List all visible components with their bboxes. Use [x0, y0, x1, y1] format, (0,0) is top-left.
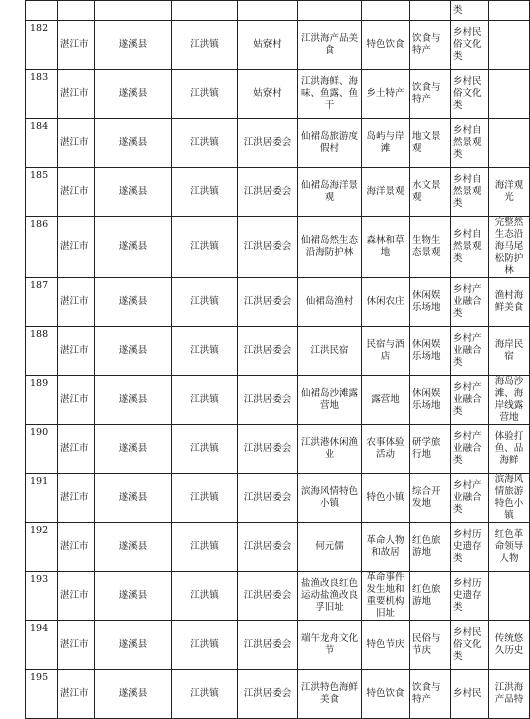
table-row	[26, 425, 530, 474]
row-number: 188	[26, 327, 58, 376]
resource-type-cell	[362, 1, 410, 21]
county-cell: 遂溪县	[95, 70, 172, 119]
table-row	[26, 523, 530, 572]
resource-type-cell: 革命人物和故居	[362, 523, 410, 572]
resource-type-cell: 休闲农庄	[362, 278, 410, 327]
note-cell: 海洋观光	[489, 168, 530, 217]
village-cell: 江洪居委会	[238, 119, 298, 168]
county-cell: 遂溪县	[95, 523, 172, 572]
resource-name-cell: 江洪港休闲渔业	[298, 425, 362, 474]
row-number	[26, 1, 58, 21]
city-cell: 湛江市	[58, 21, 95, 70]
resource-name-cell: 江洪海鲜、海味、鱼露、鱼干	[298, 70, 362, 119]
town-cell: 江洪镇	[172, 278, 238, 327]
note-cell: 江洪海产品特	[489, 670, 530, 719]
table-row	[26, 21, 530, 70]
theme-cell: 乡村民俗文化类	[451, 621, 489, 670]
note-cell	[489, 21, 530, 70]
resource-type-cell: 农事体验活动	[362, 425, 410, 474]
town-cell: 江洪镇	[172, 327, 238, 376]
theme-cell: 乡村产业融合类	[451, 327, 489, 376]
resource-type-cell: 特色节庆	[362, 621, 410, 670]
resource-name-cell: 滨海风情特色小镇	[298, 474, 362, 523]
resource-type-cell: 特色小镇	[362, 474, 410, 523]
row-number: 193	[26, 572, 58, 621]
county-cell: 遂溪县	[95, 278, 172, 327]
village-cell: 姑寮村	[238, 70, 298, 119]
town-cell: 江洪镇	[172, 217, 238, 278]
city-cell: 湛江市	[58, 670, 95, 719]
resource-name-cell: 仙裙岛渔村	[298, 278, 362, 327]
city-cell: 湛江市	[58, 474, 95, 523]
town-cell: 江洪镇	[172, 670, 238, 719]
resource-name-cell: 仙裙岛旅游度假村	[298, 119, 362, 168]
theme-cell: 类	[451, 1, 489, 21]
table-row	[26, 670, 530, 719]
resource-type-cell: 露营地	[362, 376, 410, 425]
town-cell: 江洪镇	[172, 119, 238, 168]
resource-type-cell: 民宿与酒店	[362, 327, 410, 376]
village-cell: 江洪居委会	[238, 523, 298, 572]
county-cell: 遂溪县	[95, 21, 172, 70]
category-cell: 休闲娱乐场地	[410, 327, 451, 376]
village-cell: 江洪居委会	[238, 474, 298, 523]
village-cell: 江洪居委会	[238, 278, 298, 327]
resource-name-cell: 盐渔改良红色运动盐渔改良孚旧址	[298, 572, 362, 621]
village-cell: 江洪居委会	[238, 327, 298, 376]
row-number: 187	[26, 278, 58, 327]
town-cell: 江洪镇	[172, 70, 238, 119]
category-cell: 综合开发地	[410, 474, 451, 523]
note-cell: 海岛沙滩、海岸线露营地	[489, 376, 530, 425]
table-row	[26, 168, 530, 217]
table-row	[26, 1, 530, 21]
resource-name-cell: 江洪民宿	[298, 327, 362, 376]
city-cell: 湛江市	[58, 376, 95, 425]
town-cell: 江洪镇	[172, 168, 238, 217]
note-cell: 滨海风情旅游特色小镇	[489, 474, 530, 523]
row-number: 190	[26, 425, 58, 474]
town-cell: 江洪镇	[172, 21, 238, 70]
theme-cell: 乡村产业融合类	[451, 278, 489, 327]
village-cell: 江洪居委会	[238, 376, 298, 425]
town-cell: 江洪镇	[172, 572, 238, 621]
theme-cell: 乡村民	[451, 670, 489, 719]
county-cell: 遂溪县	[95, 327, 172, 376]
city-cell: 湛江市	[58, 278, 95, 327]
theme-cell: 乡村民俗文化类	[451, 21, 489, 70]
table-row	[26, 474, 530, 523]
county-cell: 遂溪县	[95, 376, 172, 425]
note-cell	[489, 119, 530, 168]
category-cell: 休闲娱乐场地	[410, 278, 451, 327]
city-cell	[58, 1, 95, 21]
village-cell: 江洪居委会	[238, 168, 298, 217]
city-cell: 湛江市	[58, 168, 95, 217]
row-number: 191	[26, 474, 58, 523]
category-cell: 休闲娱乐场地	[410, 376, 451, 425]
table-row	[26, 621, 530, 670]
note-cell	[489, 572, 530, 621]
resource-type-cell: 海洋景观	[362, 168, 410, 217]
note-cell: 海岸民宿	[489, 327, 530, 376]
county-cell	[95, 1, 172, 21]
resource-type-cell: 岛屿与岸滩	[362, 119, 410, 168]
village-cell: 江洪居委会	[238, 670, 298, 719]
resource-name-cell: 端午龙舟文化节	[298, 621, 362, 670]
city-cell: 湛江市	[58, 217, 95, 278]
row-number: 183	[26, 70, 58, 119]
row-number: 186	[26, 217, 58, 278]
city-cell: 湛江市	[58, 119, 95, 168]
city-cell: 湛江市	[58, 523, 95, 572]
table-row	[26, 572, 530, 621]
resource-table	[25, 0, 530, 719]
resource-name-cell	[298, 1, 362, 21]
theme-cell: 乡村自然景观类	[451, 217, 489, 278]
theme-cell: 乡村自然景观类	[451, 119, 489, 168]
town-cell: 江洪镇	[172, 425, 238, 474]
row-number: 192	[26, 523, 58, 572]
town-cell: 江洪镇	[172, 474, 238, 523]
village-cell: 江洪居委会	[238, 217, 298, 278]
theme-cell: 乡村产业融合类	[451, 474, 489, 523]
table-row	[26, 376, 530, 425]
village-cell: 江洪居委会	[238, 621, 298, 670]
resource-type-cell: 乡土特产	[362, 70, 410, 119]
resource-type-cell: 特色饮食	[362, 21, 410, 70]
category-cell	[410, 1, 451, 21]
table-row	[26, 119, 530, 168]
city-cell: 湛江市	[58, 425, 95, 474]
theme-cell: 乡村民俗文化类	[451, 70, 489, 119]
category-cell: 民俗与节庆	[410, 621, 451, 670]
resource-type-cell: 森林和草地	[362, 217, 410, 278]
theme-cell: 乡村产业融合类	[451, 376, 489, 425]
category-cell: 饮食与特产	[410, 21, 451, 70]
county-cell: 遂溪县	[95, 621, 172, 670]
theme-cell: 乡村历史遗存类	[451, 572, 489, 621]
city-cell: 湛江市	[58, 572, 95, 621]
note-cell	[489, 1, 530, 21]
theme-cell: 乡村自然景观类	[451, 168, 489, 217]
resource-name-cell: 仙裙岛然生态沿海防护林	[298, 217, 362, 278]
county-cell: 遂溪县	[95, 474, 172, 523]
row-number: 195	[26, 670, 58, 719]
row-number: 182	[26, 21, 58, 70]
county-cell: 遂溪县	[95, 425, 172, 474]
category-cell: 饮食与特产	[410, 670, 451, 719]
row-number: 189	[26, 376, 58, 425]
resource-name-cell: 何元儒	[298, 523, 362, 572]
theme-cell: 乡村历史遗存类	[451, 523, 489, 572]
category-cell: 红色旅游地	[410, 523, 451, 572]
note-cell: 渔村海鲜美食	[489, 278, 530, 327]
resource-type-cell: 革命事件发生地和重要机构旧址	[362, 572, 410, 621]
category-cell: 地文景观	[410, 119, 451, 168]
resource-name-cell: 仙裙岛沙滩露营地	[298, 376, 362, 425]
table-row	[26, 327, 530, 376]
village-cell: 江洪居委会	[238, 572, 298, 621]
table-row	[26, 70, 530, 119]
note-cell: 红色革命领导人物	[489, 523, 530, 572]
category-cell: 水文景观	[410, 168, 451, 217]
village-cell: 姑寮村	[238, 21, 298, 70]
town-cell	[172, 1, 238, 21]
category-cell: 研学旅行地	[410, 425, 451, 474]
note-cell: 传统悠久历史	[489, 621, 530, 670]
category-cell: 生物生态景观	[410, 217, 451, 278]
town-cell: 江洪镇	[172, 376, 238, 425]
village-cell	[238, 1, 298, 21]
resource-type-cell: 特色饮食	[362, 670, 410, 719]
table-row	[26, 278, 530, 327]
city-cell: 湛江市	[58, 621, 95, 670]
resource-name-cell: 仙裙岛海洋景观	[298, 168, 362, 217]
note-cell	[489, 70, 530, 119]
note-cell: 完整然生态沿海马尾松防护林	[489, 217, 530, 278]
note-cell: 体验打鱼、品海鲜	[489, 425, 530, 474]
resource-name-cell: 江洪特色海鲜美食	[298, 670, 362, 719]
town-cell: 江洪镇	[172, 523, 238, 572]
town-cell: 江洪镇	[172, 621, 238, 670]
city-cell: 湛江市	[58, 70, 95, 119]
county-cell: 遂溪县	[95, 670, 172, 719]
resource-name-cell: 江洪海产品美食	[298, 21, 362, 70]
county-cell: 遂溪县	[95, 119, 172, 168]
county-cell: 遂溪县	[95, 217, 172, 278]
category-cell: 红色旅游地	[410, 572, 451, 621]
village-cell: 江洪居委会	[238, 425, 298, 474]
city-cell: 湛江市	[58, 327, 95, 376]
county-cell: 遂溪县	[95, 168, 172, 217]
county-cell: 遂溪县	[95, 572, 172, 621]
row-number: 184	[26, 119, 58, 168]
table-row	[26, 217, 530, 278]
category-cell: 饮食与特产	[410, 70, 451, 119]
row-number: 185	[26, 168, 58, 217]
row-number: 194	[26, 621, 58, 670]
theme-cell: 乡村产业融合类	[451, 425, 489, 474]
